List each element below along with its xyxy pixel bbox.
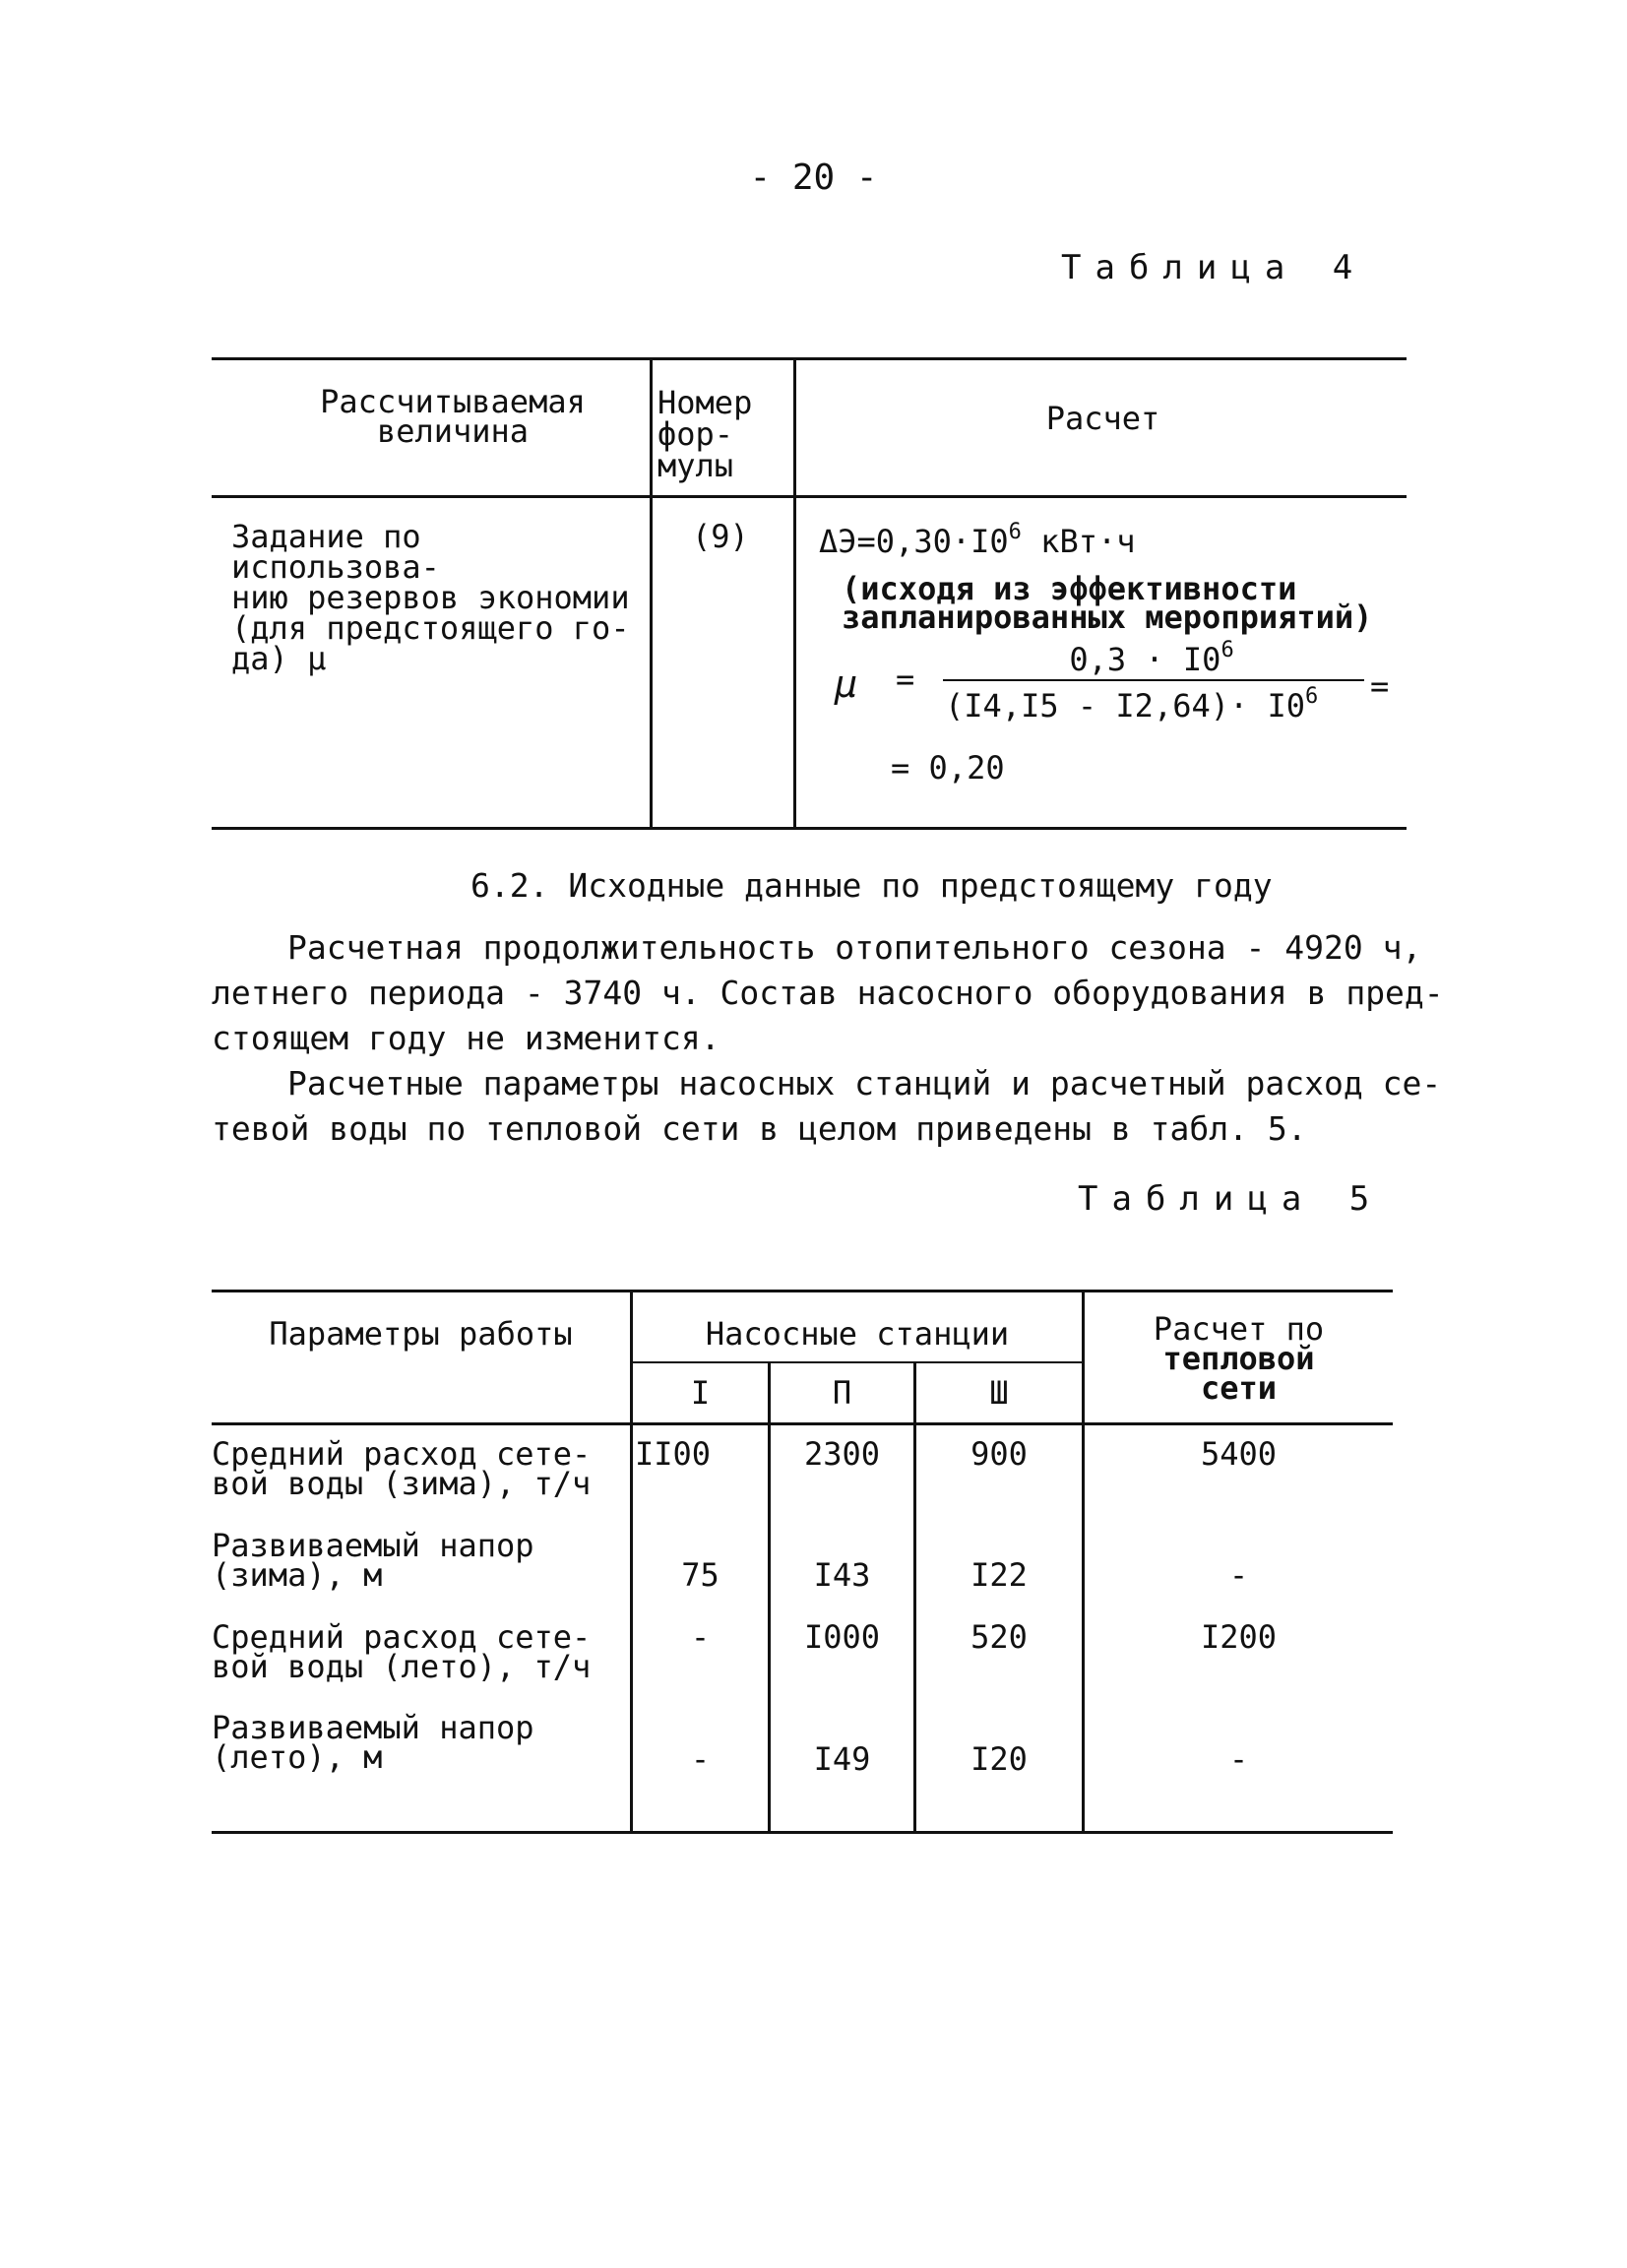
numerator-exp: 6: [1220, 638, 1234, 662]
table-row: [212, 1435, 625, 1502]
para1-line3: стоящем году не изменится.: [212, 1019, 720, 1057]
table4-header-rule: [212, 495, 1407, 498]
table5-header-station-3: Ш: [989, 1374, 1009, 1412]
table5-header-station-1: I: [690, 1374, 711, 1412]
numerator-value: 0,3 · I0: [1069, 641, 1221, 678]
calc-energy-exp: 6: [1008, 520, 1022, 544]
row3-label-line1: Средний расход сете-: [212, 1618, 592, 1656]
table5-stations-subrule: [632, 1361, 1082, 1363]
table5-bottom-rule: [212, 1831, 1393, 1834]
row2-station2: I43: [813, 1556, 871, 1594]
table4-top-rule: [212, 357, 1407, 360]
table-row: [212, 1618, 625, 1685]
table5-top-rule: [212, 1290, 1393, 1292]
table4-col-divider-1: [650, 357, 653, 830]
table4-bottom-rule: [212, 827, 1407, 830]
denominator-exp: 6: [1305, 684, 1319, 709]
fraction-trailing-equals: =: [1370, 667, 1390, 705]
calc-note-line2: запланированных мероприятий): [842, 598, 1373, 636]
row3-network: I200: [1200, 1618, 1278, 1656]
row2-label-line2: (зима), м: [212, 1556, 383, 1594]
quantity-line3: (для предстоящего го-: [231, 609, 630, 647]
network-header-line3: сети: [1200, 1369, 1278, 1407]
table-row: [212, 1709, 625, 1776]
para1-line2: летнего периода - 3740 ч. Состав насосного оборудования в пред-: [212, 974, 1444, 1012]
row3-station1: -: [690, 1618, 711, 1656]
page-number: - 20 -: [749, 158, 878, 198]
calc-energy-line: [819, 520, 1136, 560]
table5-header-params: Параметры работы: [269, 1315, 573, 1353]
section-heading: 6.2. Исходные данные по предстоящему году: [470, 866, 1273, 905]
row1-label-line2: вой воды (зима), т/ч: [212, 1465, 592, 1502]
fraction-bar: [943, 679, 1364, 681]
table5-header-station-2: П: [832, 1374, 852, 1412]
table5-header-stations: Насосные станции: [705, 1315, 1010, 1353]
row4-label-line2: (лето), м: [212, 1738, 383, 1776]
para1-line1: Расчетная продолжительность отопительного сезона - 4920 ч,: [287, 928, 1422, 967]
row1-network: 5400: [1200, 1435, 1278, 1473]
row1-station2: 2300: [803, 1435, 881, 1473]
network-header-line2: тепловой: [1162, 1340, 1315, 1377]
row4-label-line1: Развиваемый напор: [212, 1709, 534, 1746]
table5-caption: Таблица 5: [1078, 1179, 1384, 1219]
quantity-line1: Задание по использова-: [231, 518, 440, 586]
row2-station1: 75: [681, 1556, 720, 1594]
table5-header-rule: [212, 1422, 1393, 1425]
calc-result: = 0,20: [891, 749, 1005, 787]
table4-col-divider-2: [793, 357, 796, 830]
table4-row-formula: (9): [692, 518, 749, 555]
mu-symbol: μ: [835, 662, 857, 706]
calc-note-line1: (исходя из эффективности: [842, 570, 1297, 607]
mu-equals: =: [896, 661, 915, 698]
calc-energy-unit: кВт·ч: [1021, 523, 1136, 560]
row3-station3: 520: [970, 1618, 1028, 1656]
row3-station2: I000: [803, 1618, 881, 1656]
row2-station3: I22: [970, 1556, 1028, 1594]
table4-header-formula-no: [657, 384, 790, 484]
table-row: [212, 1527, 625, 1594]
quantity-line2: нию резервов экономии: [231, 579, 630, 616]
denominator-value: (I4,I5 - I2,64)· I0: [945, 687, 1306, 724]
network-header-line1: Расчет по: [1153, 1310, 1325, 1348]
table4-caption: Таблица 4: [1061, 248, 1367, 287]
formula-no-line1: Номер: [657, 384, 753, 421]
row4-station1: -: [690, 1740, 711, 1778]
para2-line2: тевой воды по тепловой сети в целом приведены в табл. 5.: [212, 1109, 1307, 1148]
table4-header-calc: Расчет: [1045, 400, 1160, 437]
para2-line1: Расчетные параметры насосных станций и расчетный расход се-: [287, 1064, 1442, 1102]
quantity-line4: да) μ: [231, 640, 327, 677]
table4-row-quantity: [231, 518, 645, 677]
row1-station3: 900: [970, 1435, 1028, 1473]
formula-no-line2: фор-: [657, 415, 734, 453]
formula-no-line3: мулы: [657, 447, 734, 484]
row1-station1: II00: [635, 1435, 712, 1473]
row4-station3: I20: [970, 1740, 1028, 1778]
row4-station2: I49: [813, 1740, 871, 1778]
table5-header-network: [1085, 1310, 1393, 1407]
row2-label-line1: Развиваемый напор: [212, 1527, 534, 1564]
fraction-numerator: [945, 638, 1358, 678]
fraction-denominator: [945, 684, 1368, 724]
row4-network: -: [1228, 1740, 1249, 1778]
table4-header-quantity: Рассчитываемая величина: [320, 383, 586, 450]
row2-network: -: [1228, 1556, 1249, 1594]
calc-energy-value: ΔЭ=0,30·I0: [819, 523, 1009, 560]
row3-label-line2: вой воды (лето), т/ч: [212, 1648, 592, 1685]
row1-label-line1: Средний расход сете-: [212, 1435, 592, 1473]
